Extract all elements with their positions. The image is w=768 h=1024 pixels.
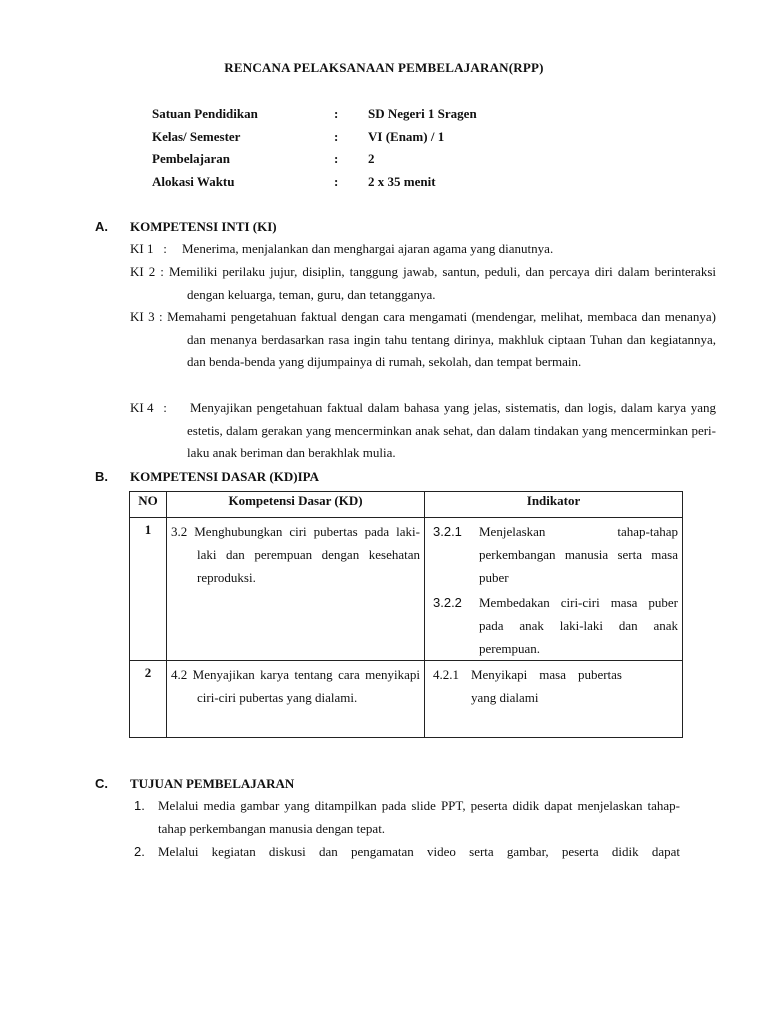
header-indikator: Indikator <box>425 492 683 518</box>
identity-value: 2 <box>368 151 375 166</box>
indicator-cell <box>425 661 683 738</box>
ki-code: KI 3 : <box>130 309 163 324</box>
ki-text: Menyajikan pengetahuan faktual dalam bahasa yang jelas, sistematis, dan logis, dalam karya yang estetis, dalam gerakan yang mencerminkan anak sehat, dan dalam tindakan yang mencerminkan peri-laku anak beriman dan berakhlak mulia. <box>187 400 716 460</box>
objective-text: Melalui kegiatan diskusi dan pengamatan video serta gambar, peserta didik dapat <box>158 844 680 859</box>
objective-text: Melalui media gambar yang ditampilkan pada slide PPT, peserta didik dapat menjelaskan tahap-tahap perkembangan manusia dengan tepat. <box>158 798 680 836</box>
kd-cell <box>167 661 425 738</box>
identity-colon: : <box>334 151 339 166</box>
ki-item <box>130 397 716 465</box>
identity-colon: : <box>334 129 339 144</box>
table-row <box>130 518 683 661</box>
section-b-title: KOMPETENSI DASAR (KD)IPA <box>130 469 319 484</box>
ki-text: Memiliki perilaku jujur, disiplin, tanggung jawab, santun, peduli, dan percaya diri dalam berinteraksi dengan keluarga, teman, guru, dan tetangganya. <box>168 264 716 302</box>
header-kd: Kompetensi Dasar (KD) <box>167 492 425 518</box>
document-title: RENCANA PELAKSANAAN PEMBELAJARAN(RPP) <box>224 60 544 75</box>
objective-number: 1. <box>134 798 145 813</box>
section-a-title: KOMPETENSI INTI (KI) <box>130 219 277 234</box>
section-c-title: TUJUAN PEMBELAJARAN <box>130 776 295 791</box>
identity-label: Kelas/ Semester <box>152 129 241 144</box>
indicator-number: 3.2.1 <box>433 524 462 539</box>
kd-table <box>129 491 683 738</box>
ki-item <box>130 306 716 374</box>
indicator-cell <box>425 518 683 661</box>
kd-text: 4.2 Menyajikan karya tentang cara menyikapi ciri-ciri pubertas yang dialami. <box>171 667 420 705</box>
identity-colon: : <box>334 106 339 121</box>
identity-label: Pembelajaran <box>152 151 230 166</box>
kd-text: 3.2 Menghubungkan ciri pubertas pada laki-laki dan perempuan dengan kesehatan reproduksi. <box>171 524 420 585</box>
indicator-item <box>425 591 682 660</box>
identity-value: SD Negeri 1 Sragen <box>368 106 477 121</box>
ki-code: KI 4 : <box>130 400 167 415</box>
ki-item <box>130 261 716 306</box>
indicator-text: Membedakan ciri-ciri masa puber pada anak laki-laki dan anak perempuan. <box>479 595 678 656</box>
ki-code: KI 1 : <box>130 241 167 256</box>
objective-item <box>134 840 680 863</box>
identity-value: 2 x 35 menit <box>368 174 436 189</box>
header-no: NO <box>130 492 167 518</box>
indicator-item <box>425 520 682 589</box>
indicator-text: Menjelaskan tahap-tahap perkembangan manusia serta masa puber <box>479 524 678 585</box>
section-b-letter: B. <box>95 469 108 484</box>
ki-code: KI 2 : <box>130 264 164 279</box>
kd-cell <box>167 518 425 661</box>
ki-text: Menerima, menjalankan dan menghargai ajaran agama yang dianutnya. <box>182 241 554 256</box>
identity-label: Alokasi Waktu <box>152 174 235 189</box>
identity-value: VI (Enam) / 1 <box>368 129 445 144</box>
ki-item <box>130 238 716 261</box>
table-row <box>130 661 683 738</box>
objective-number: 2. <box>134 844 145 859</box>
section-a-letter: A. <box>95 219 108 234</box>
indicator-number: 3.2.2 <box>433 595 462 610</box>
table-header-row <box>130 492 683 518</box>
identity-label: Satuan Pendidikan <box>152 106 258 121</box>
indicator-text: 4.2.1 Menyikapi masa pubertas yang dialami <box>433 667 622 705</box>
row-number: 2 <box>144 665 152 680</box>
row-number-cell <box>130 518 167 661</box>
row-number-cell <box>130 661 167 738</box>
objective-item <box>134 794 680 840</box>
identity-colon: : <box>334 174 339 189</box>
row-number: 1 <box>144 522 152 537</box>
section-c-letter: C. <box>95 776 108 791</box>
ki-text: Memahami pengetahuan faktual dengan cara mengamati (mendengar, melihat, membaca dan menanya) dan menanya berdasarkan rasa ingin tahu tentang dirinya, makhluk ciptaan Tuhan dan kegiatannya, dan benda-benda yang dijumpainya di rumah, sekolah, dan tempat bermain. <box>167 309 716 369</box>
